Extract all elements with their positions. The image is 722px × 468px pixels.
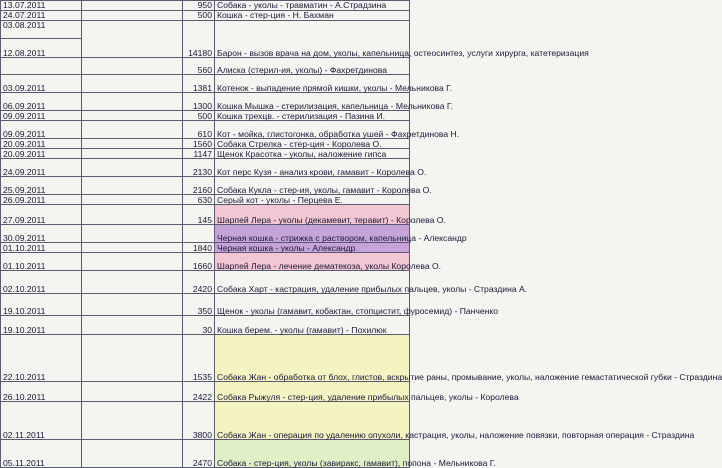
date-cell <box>1 111 82 121</box>
empty-cell <box>82 11 183 21</box>
date-cell <box>1 253 82 271</box>
empty-cell <box>82 139 183 149</box>
table-row <box>1 195 410 205</box>
empty-cell <box>82 93 183 111</box>
amount-cell: 610 <box>183 121 215 139</box>
description-cell: Барон - вызов врача на дом, уколы, капельница, остеосинтез, услуги хирурга, катетеризация <box>215 21 410 58</box>
description-cell: Шарпей Лера - уколы (декамевит, теравит) - Королева О. <box>215 205 410 225</box>
date-text: 20.09.2011 <box>3 138 46 149</box>
amount-cell: 1560 <box>183 139 215 149</box>
table-row <box>1 382 410 402</box>
description-cell: Собака Жан - обработка от блох, глистов, вскрытие раны, промывание, уколы, наложение гемастатической губки - Страздина <box>215 335 410 382</box>
description-cell: Алиска (стерил-ия, уколы) - Фахретдинова <box>215 58 410 75</box>
table-row <box>1 21 410 58</box>
table-row <box>1 75 410 93</box>
amount-cell: 1300 <box>183 93 215 111</box>
empty-cell <box>82 21 183 58</box>
table-row <box>1 335 410 382</box>
date-cell <box>1 294 82 316</box>
empty-cell <box>82 149 183 159</box>
date-text: 22.10.2011 <box>3 371 46 382</box>
date-cell <box>1 159 82 177</box>
date-text: 26.10.2011 <box>3 391 46 402</box>
empty-cell <box>82 225 183 243</box>
amount-cell: 14180 <box>183 21 215 58</box>
empty-cell <box>82 382 183 402</box>
table-row <box>1 159 410 177</box>
amount-cell: 630 <box>183 195 215 205</box>
description-cell: Кот перс Кузя - анализ крови, гамавит - Королева О. <box>215 159 410 177</box>
date-text: 01.10.2011 <box>3 260 46 271</box>
amount-cell: 560 <box>183 58 215 75</box>
description-cell: Кот - мойка, глистогонка, обработка ушей - Фахретдинова Н. <box>215 121 410 139</box>
date-text: 09.09.2011 <box>3 110 46 121</box>
table-row <box>1 271 410 294</box>
date-text: 19.10.2011 <box>3 324 46 335</box>
description-cell: Собака Харт - кастрация, удаление прибылых пальцев, уколы - Страздина А. <box>215 271 410 294</box>
description-cell: Щенок - уколы (гамавит, кобактан, стопцистит, фуросемид) - Панченко <box>215 294 410 316</box>
expense-table-body <box>1 0 722 468</box>
date-cell <box>1 75 82 93</box>
date-text: 20.09.2011 <box>3 148 46 159</box>
empty-cell <box>82 195 183 205</box>
date-text: 12.08.2011 <box>3 47 46 58</box>
date-cell <box>1 316 82 335</box>
date-cell <box>1 205 82 225</box>
description-cell: Кошка трехцв. - стерилизация - Пазина И. <box>215 111 410 121</box>
empty-cell <box>82 159 183 177</box>
table-row <box>1 253 410 271</box>
date-text: 27.09.2011 <box>3 214 46 225</box>
date-cell <box>1 177 82 195</box>
date-text: 06.09.2011 <box>3 100 46 111</box>
table-row <box>1 440 410 468</box>
table-row <box>1 205 410 225</box>
amount-cell: 1535 <box>183 335 215 382</box>
table-row <box>1 1 410 11</box>
date-cell <box>1 21 82 58</box>
description-cell: Черная кошка - стрижка с раствором, капельница - Александр <box>215 225 410 243</box>
description-cell: Серый кот - уколы - Перцева Е. <box>215 195 410 205</box>
amount-cell: 500 <box>183 111 215 121</box>
table-row <box>1 93 410 111</box>
table-row <box>1 243 410 253</box>
table-row <box>1 139 410 149</box>
date-text: 24.07.2011 <box>3 10 46 21</box>
date-cell <box>1 11 82 21</box>
date-cell <box>1 402 82 440</box>
amount-cell: 2160 <box>183 177 215 195</box>
date-divider <box>1 38 81 39</box>
amount-cell: 1840 <box>183 243 215 253</box>
table-row <box>1 58 410 75</box>
date-text: 03.09.2011 <box>3 82 46 93</box>
date-cell <box>1 440 82 468</box>
empty-cell <box>82 177 183 195</box>
amount-cell: 3800 <box>183 402 215 440</box>
empty-cell <box>82 335 183 382</box>
description-cell: Кошка - стер-ция - Н. Бахман <box>215 11 410 21</box>
amount-cell: 2470 <box>183 440 215 468</box>
date-text: 19.10.2011 <box>3 305 46 316</box>
date-cell <box>1 243 82 253</box>
description-cell: Кошка Мышка - стерилизация, капельница - Мельникова Г. <box>215 93 410 111</box>
description-cell: Кошка берем. - уколы (гамавит) - Похилюк <box>215 316 410 335</box>
empty-cell <box>82 1 183 11</box>
date-text: 13.07.2011 <box>3 0 46 11</box>
date-cell <box>1 139 82 149</box>
amount-cell: 2130 <box>183 159 215 177</box>
empty-cell <box>82 294 183 316</box>
table-row <box>1 11 410 21</box>
amount-cell: 1381 <box>183 75 215 93</box>
description-cell: Собака Стрелка - стер-ция - Королева О. <box>215 139 410 149</box>
empty-cell <box>82 316 183 335</box>
date-cell <box>1 195 82 205</box>
amount-cell: 30 <box>183 316 215 335</box>
date-cell <box>1 225 82 243</box>
empty-cell <box>82 75 183 93</box>
description-cell: Щенок Красотка - уколы, наложение гипса <box>215 149 410 159</box>
date-text: 09.09.2011 <box>3 128 46 139</box>
date-cell <box>1 121 82 139</box>
description-cell: Собака - стер-ция, уколы (завиракс, гамавит), попона - Мельникова Г. <box>215 440 410 468</box>
amount-cell: 2422 <box>183 382 215 402</box>
table-row <box>1 225 410 243</box>
date-text: 30.09.2011 <box>3 232 46 243</box>
table-row <box>1 402 410 440</box>
description-cell: Собака Жан - операция по удалению опухоли, кастрация, уколы, наложение повязки, повторная операция - Страздина <box>215 402 410 440</box>
date-text: 02.11.2011 <box>3 429 45 440</box>
table-row <box>1 111 410 121</box>
date-cell <box>1 382 82 402</box>
empty-cell <box>82 440 183 468</box>
date-cell <box>1 1 82 11</box>
description-cell: Собака Кукла - стер-ия, уколы, гамавит - Королева О. <box>215 177 410 195</box>
amount-cell: 950 <box>183 1 215 11</box>
table-row <box>1 177 410 195</box>
table-row <box>1 121 410 139</box>
amount-cell: 350 <box>183 294 215 316</box>
empty-cell <box>82 271 183 294</box>
description-cell: Шарпей Лера - лечение дематекоза, уколы Королева О. <box>215 253 410 271</box>
date-text: 03.08.2011 <box>3 20 46 30</box>
amount-cell: 500 <box>183 11 215 21</box>
description-cell: Собака - уколы - травматин - А.Страдзина <box>215 1 410 11</box>
amount-cell: 2420 <box>183 271 215 294</box>
amount-cell <box>183 225 215 243</box>
date-cell <box>1 335 82 382</box>
empty-cell <box>82 205 183 225</box>
table-row <box>1 294 410 316</box>
date-text: 01.10.2011 <box>3 242 46 253</box>
date-cell <box>1 271 82 294</box>
description-cell: Собака Рыжуля - стер-ция, удаление прибылых пальцев, уколы - Королева <box>215 382 410 402</box>
table-row <box>1 316 410 335</box>
date-text: 24.09.2011 <box>3 166 46 177</box>
date-cell <box>1 149 82 159</box>
date-text: 05.11.2011 <box>3 457 45 468</box>
date-text: 26.09.2011 <box>3 194 46 205</box>
date-cell <box>1 58 82 75</box>
date-text: 25.09.2011 <box>3 184 46 195</box>
amount-cell: 145 <box>183 205 215 225</box>
amount-cell: 1147 <box>183 149 215 159</box>
empty-cell <box>82 402 183 440</box>
date-text: 02.10.2011 <box>3 283 46 294</box>
description-cell: Котенок - выпадение прямой кишки, уколы - Мельникова Г. <box>215 75 410 93</box>
amount-cell: 1660 <box>183 253 215 271</box>
empty-cell <box>82 111 183 121</box>
empty-cell <box>82 253 183 271</box>
table-row <box>1 149 410 159</box>
empty-cell <box>82 121 183 139</box>
description-cell: Черная кошка - уколы - Александр <box>215 243 410 253</box>
empty-cell <box>82 58 183 75</box>
date-cell <box>1 93 82 111</box>
empty-cell <box>82 243 183 253</box>
